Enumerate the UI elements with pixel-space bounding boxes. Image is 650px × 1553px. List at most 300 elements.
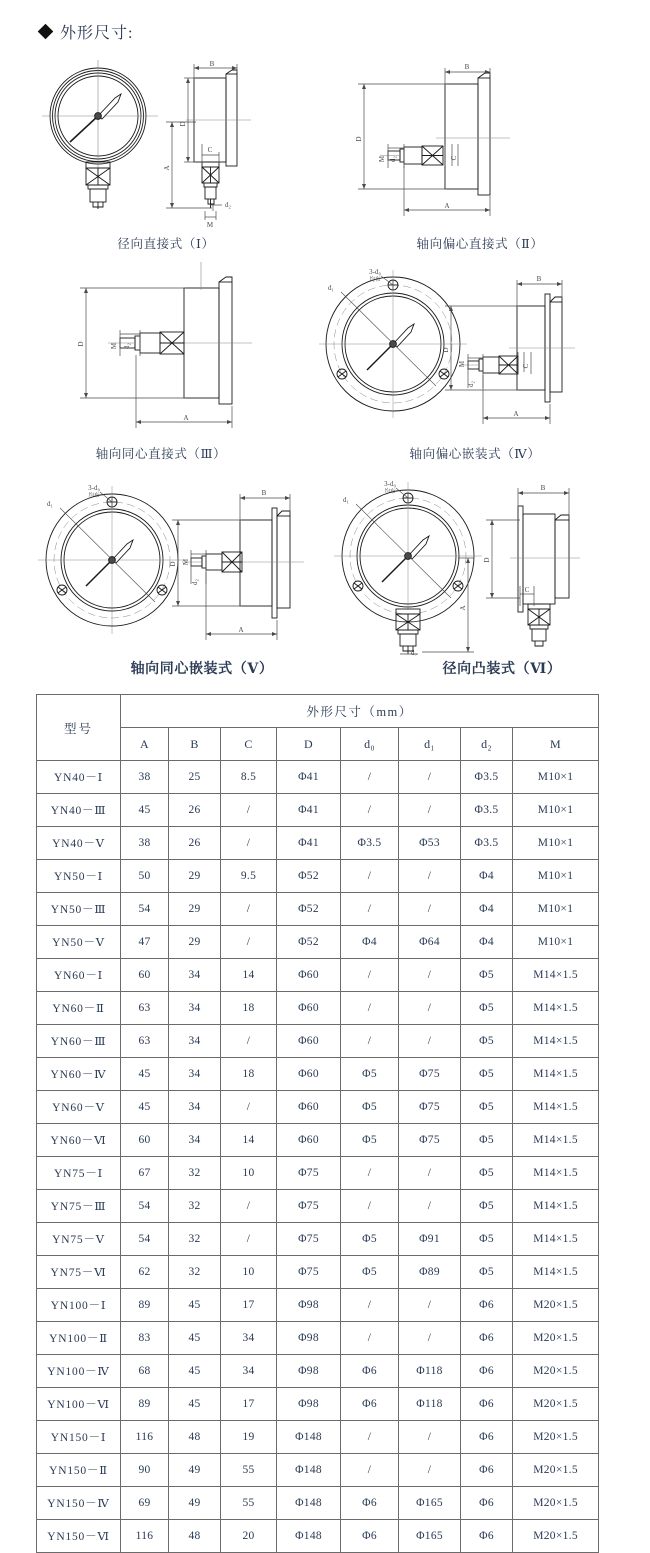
figure-caption-2: 轴向偏心直接式（Ⅱ） xyxy=(416,237,544,251)
cell-m: M14×1.5 xyxy=(513,992,599,1025)
cell-d: Φ60 xyxy=(277,1091,341,1124)
cell-d1: Φ118 xyxy=(399,1388,461,1421)
svg-text:M: M xyxy=(182,558,190,566)
cell-d1: / xyxy=(399,1322,461,1355)
cell-d1: / xyxy=(399,893,461,926)
cell-d0: / xyxy=(341,992,399,1025)
dimension-table-container xyxy=(36,694,598,1553)
table-row xyxy=(37,1322,599,1355)
cell-d0: Φ4 xyxy=(341,926,399,959)
cell-a: 38 xyxy=(121,761,169,794)
cell-d1: Φ75 xyxy=(399,1124,461,1157)
cell-a: 47 xyxy=(121,926,169,959)
figure-caption-4: 轴向偏心嵌装式（Ⅳ） xyxy=(409,447,541,461)
cell-model: YN150－Ⅵ xyxy=(37,1520,121,1553)
table-row xyxy=(37,827,599,860)
cell-d: Φ98 xyxy=(277,1388,341,1421)
cell-a: 116 xyxy=(121,1421,169,1454)
cell-d2: Φ5 xyxy=(461,1124,513,1157)
svg-text:D: D xyxy=(442,347,450,353)
svg-text:均布: 均布 xyxy=(384,489,396,495)
cell-d1: / xyxy=(399,1454,461,1487)
cell-d: Φ52 xyxy=(277,893,341,926)
cell-b: 34 xyxy=(169,1091,221,1124)
table-row xyxy=(37,860,599,893)
cell-d: Φ52 xyxy=(277,860,341,893)
table-row xyxy=(37,1025,599,1058)
cell-c: 19 xyxy=(221,1421,277,1454)
cell-m: M10×1 xyxy=(513,827,599,860)
cell-c: 20 xyxy=(221,1520,277,1553)
cell-b: 49 xyxy=(169,1454,221,1487)
cell-d2: Φ6 xyxy=(461,1289,513,1322)
cell-d2: Φ6 xyxy=(461,1520,513,1553)
cell-d1: Φ53 xyxy=(399,827,461,860)
cell-d2: Φ3.5 xyxy=(461,827,513,860)
cell-c: 55 xyxy=(221,1487,277,1520)
cell-a: 60 xyxy=(121,1124,169,1157)
cell-a: 68 xyxy=(121,1355,169,1388)
cell-b: 48 xyxy=(169,1421,221,1454)
cell-c: 17 xyxy=(221,1388,277,1421)
figure-caption-3: 轴向同心直接式（Ⅲ） xyxy=(95,447,227,461)
cell-d1: Φ91 xyxy=(399,1223,461,1256)
svg-text:d₂: d₂ xyxy=(389,156,397,162)
cell-d2: Φ5 xyxy=(461,1190,513,1223)
table-row xyxy=(37,1289,599,1322)
cell-model: YN75－Ⅲ xyxy=(37,1190,121,1223)
cell-m: M14×1.5 xyxy=(513,1025,599,1058)
cell-d: Φ60 xyxy=(277,1058,341,1091)
table-row xyxy=(37,1421,599,1454)
table-row xyxy=(37,1388,599,1421)
svg-text:A: A xyxy=(238,626,244,634)
cell-d2: Φ4 xyxy=(461,893,513,926)
cell-a: 69 xyxy=(121,1487,169,1520)
cell-m: M10×1 xyxy=(513,860,599,893)
cell-m: M20×1.5 xyxy=(513,1355,599,1388)
svg-text:C: C xyxy=(524,586,530,594)
cell-d2: Φ4 xyxy=(461,926,513,959)
cell-a: 45 xyxy=(121,1091,169,1124)
cell-d: Φ41 xyxy=(277,761,341,794)
cell-b: 32 xyxy=(169,1223,221,1256)
table-body xyxy=(37,761,599,1553)
cell-c: 17 xyxy=(221,1289,277,1322)
cell-d2: Φ6 xyxy=(461,1388,513,1421)
dimension-table xyxy=(36,694,599,1553)
cell-d: Φ148 xyxy=(277,1487,341,1520)
cell-d1: Φ165 xyxy=(399,1520,461,1553)
cell-model: YN60－Ⅰ xyxy=(37,959,121,992)
cell-m: M14×1.5 xyxy=(513,1190,599,1223)
column-header-dimensions: 外形尺寸（mm） xyxy=(121,695,599,728)
cell-model: YN100－Ⅱ xyxy=(37,1322,121,1355)
svg-text:d₁: d₁ xyxy=(47,500,53,508)
cell-model: YN40－Ⅴ xyxy=(37,827,121,860)
table-row xyxy=(37,1157,599,1190)
cell-model: YN150－Ⅰ xyxy=(37,1421,121,1454)
svg-text:D: D xyxy=(77,341,85,347)
cell-m: M10×1 xyxy=(513,926,599,959)
cell-d0: / xyxy=(341,959,399,992)
cell-model: YN60－Ⅴ xyxy=(37,1091,121,1124)
cell-d: Φ98 xyxy=(277,1289,341,1322)
cell-d1: / xyxy=(399,1421,461,1454)
cell-c: / xyxy=(221,926,277,959)
cell-b: 26 xyxy=(169,827,221,860)
cell-c: / xyxy=(221,1190,277,1223)
cell-d1: Φ64 xyxy=(399,926,461,959)
cell-d0: Φ5 xyxy=(341,1223,399,1256)
cell-d1: / xyxy=(399,794,461,827)
svg-text:d₂: d₂ xyxy=(225,201,231,209)
svg-text:D: D xyxy=(179,121,187,127)
cell-b: 29 xyxy=(169,926,221,959)
cell-d2: Φ5 xyxy=(461,992,513,1025)
cell-model: YN60－Ⅲ xyxy=(37,1025,121,1058)
cell-d2: Φ5 xyxy=(461,959,513,992)
cell-model: YN50－Ⅴ xyxy=(37,926,121,959)
svg-text:B: B xyxy=(261,489,267,497)
cell-d0: Φ5 xyxy=(341,1124,399,1157)
table-row xyxy=(37,1520,599,1553)
figures-area xyxy=(0,48,650,684)
cell-b: 34 xyxy=(169,1025,221,1058)
cell-d0: Φ5 xyxy=(341,1256,399,1289)
cell-d0: / xyxy=(341,1157,399,1190)
cell-d: Φ148 xyxy=(277,1520,341,1553)
svg-text:M: M xyxy=(378,155,386,163)
cell-d0: Φ6 xyxy=(341,1487,399,1520)
cell-d1: Φ75 xyxy=(399,1058,461,1091)
table-row xyxy=(37,1454,599,1487)
column-header-a: A xyxy=(121,728,169,761)
cell-b: 48 xyxy=(169,1520,221,1553)
svg-text:M: M xyxy=(110,342,118,350)
cell-c: 34 xyxy=(221,1322,277,1355)
cell-a: 89 xyxy=(121,1289,169,1322)
svg-text:3-d₀: 3-d₀ xyxy=(384,480,396,488)
cell-d0: / xyxy=(341,1190,399,1223)
svg-text:B: B xyxy=(536,275,542,283)
cell-m: M10×1 xyxy=(513,761,599,794)
cell-m: M14×1.5 xyxy=(513,959,599,992)
cell-d1: / xyxy=(399,1190,461,1223)
cell-a: 54 xyxy=(121,1223,169,1256)
cell-d: Φ148 xyxy=(277,1421,341,1454)
cell-c: 10 xyxy=(221,1256,277,1289)
cell-m: M14×1.5 xyxy=(513,1058,599,1091)
cell-d1: / xyxy=(399,992,461,1025)
cell-d: Φ60 xyxy=(277,1025,341,1058)
figure-caption-6: 径向凸装式（Ⅵ） xyxy=(442,662,562,677)
cell-d0: Φ5 xyxy=(341,1091,399,1124)
cell-m: M20×1.5 xyxy=(513,1388,599,1421)
svg-text:d₁: d₁ xyxy=(343,496,349,504)
cell-d1: / xyxy=(399,761,461,794)
svg-text:B: B xyxy=(540,484,546,492)
cell-a: 116 xyxy=(121,1520,169,1553)
cell-c: 10 xyxy=(221,1157,277,1190)
cell-model: YN100－Ⅰ xyxy=(37,1289,121,1322)
cell-m: M10×1 xyxy=(513,794,599,827)
svg-text:C: C xyxy=(522,363,530,369)
cell-d1: / xyxy=(399,1025,461,1058)
cell-d2: Φ6 xyxy=(461,1355,513,1388)
svg-text:A: A xyxy=(183,414,189,422)
cell-m: M14×1.5 xyxy=(513,1256,599,1289)
cell-d: Φ98 xyxy=(277,1355,341,1388)
figure-axial-concentric-direct xyxy=(56,260,306,461)
cell-b: 32 xyxy=(169,1157,221,1190)
table-header-row-2 xyxy=(37,728,599,761)
svg-text:M: M xyxy=(206,221,214,229)
cell-c: / xyxy=(221,827,277,860)
cell-a: 67 xyxy=(121,1157,169,1190)
cell-b: 45 xyxy=(169,1388,221,1421)
cell-m: M10×1 xyxy=(513,893,599,926)
column-header-d1: d₁ xyxy=(399,728,461,761)
cell-a: 45 xyxy=(121,794,169,827)
cell-b: 45 xyxy=(169,1289,221,1322)
cell-d0: / xyxy=(341,893,399,926)
cell-a: 45 xyxy=(121,1058,169,1091)
figure-axial-concentric-flush xyxy=(22,476,332,677)
cell-m: M20×1.5 xyxy=(513,1454,599,1487)
cell-b: 45 xyxy=(169,1355,221,1388)
column-header-d0: d₀ xyxy=(341,728,399,761)
cell-model: YN75－Ⅰ xyxy=(37,1157,121,1190)
figure-axial-eccentric-direct xyxy=(340,56,620,251)
cell-b: 34 xyxy=(169,959,221,992)
cell-m: M20×1.5 xyxy=(513,1421,599,1454)
svg-text:均布: 均布 xyxy=(88,493,100,499)
cell-d: Φ60 xyxy=(277,959,341,992)
cell-d0: Φ5 xyxy=(341,1058,399,1091)
cell-d: Φ148 xyxy=(277,1454,341,1487)
cell-c: 9.5 xyxy=(221,860,277,893)
cell-a: 50 xyxy=(121,860,169,893)
svg-text:d₁: d₁ xyxy=(328,284,334,292)
cell-d2: Φ3.5 xyxy=(461,761,513,794)
cell-d0: Φ6 xyxy=(341,1355,399,1388)
figure-caption-5: 轴向同心嵌装式（Ⅴ） xyxy=(130,662,274,677)
cell-m: M14×1.5 xyxy=(513,1157,599,1190)
cell-d2: Φ5 xyxy=(461,1091,513,1124)
table-header xyxy=(37,695,599,761)
svg-text:3-d₀: 3-d₀ xyxy=(88,484,100,492)
cell-d0: / xyxy=(341,1421,399,1454)
cell-m: M20×1.5 xyxy=(513,1322,599,1355)
table-row xyxy=(37,1223,599,1256)
cell-model: YN60－Ⅳ xyxy=(37,1058,121,1091)
svg-text:D: D xyxy=(483,557,491,563)
cell-d0: Φ6 xyxy=(341,1388,399,1421)
cell-d0: / xyxy=(341,1322,399,1355)
cell-d1: Φ118 xyxy=(399,1355,461,1388)
cell-model: YN150－Ⅱ xyxy=(37,1454,121,1487)
svg-text:M: M xyxy=(458,360,466,368)
cell-d2: Φ6 xyxy=(461,1421,513,1454)
cell-d0: / xyxy=(341,1025,399,1058)
cell-d: Φ52 xyxy=(277,926,341,959)
cell-b: 49 xyxy=(169,1487,221,1520)
figure-caption-1: 径向直接式（Ⅰ） xyxy=(117,237,215,251)
cell-d2: Φ5 xyxy=(461,1157,513,1190)
cell-model: YN150－Ⅳ xyxy=(37,1487,121,1520)
table-row xyxy=(37,1124,599,1157)
cell-c: 14 xyxy=(221,959,277,992)
cell-a: 54 xyxy=(121,1190,169,1223)
cell-c: 14 xyxy=(221,1124,277,1157)
svg-text:B: B xyxy=(209,60,215,68)
column-header-m: M xyxy=(513,728,599,761)
figure-radial-surface-mount xyxy=(322,476,642,677)
cell-model: YN50－Ⅰ xyxy=(37,860,121,893)
table-row xyxy=(37,893,599,926)
cell-a: 90 xyxy=(121,1454,169,1487)
cell-c: / xyxy=(221,1223,277,1256)
cell-m: M14×1.5 xyxy=(513,1091,599,1124)
svg-text:d₂: d₂ xyxy=(191,579,199,585)
cell-d: Φ75 xyxy=(277,1157,341,1190)
cell-d0: / xyxy=(341,860,399,893)
cell-model: YN100－Ⅵ xyxy=(37,1388,121,1421)
table-row xyxy=(37,761,599,794)
cell-c: / xyxy=(221,1025,277,1058)
cell-d1: Φ89 xyxy=(399,1256,461,1289)
table-row xyxy=(37,1058,599,1091)
cell-d1: Φ75 xyxy=(399,1091,461,1124)
cell-m: M14×1.5 xyxy=(513,1223,599,1256)
cell-b: 29 xyxy=(169,860,221,893)
cell-d1: Φ165 xyxy=(399,1487,461,1520)
cell-b: 26 xyxy=(169,794,221,827)
cell-model: YN40－Ⅰ xyxy=(37,761,121,794)
cell-c: / xyxy=(221,794,277,827)
cell-d2: Φ6 xyxy=(461,1322,513,1355)
cell-d: Φ75 xyxy=(277,1190,341,1223)
cell-d2: Φ5 xyxy=(461,1256,513,1289)
table-row xyxy=(37,1487,599,1520)
cell-d0: Φ3.5 xyxy=(341,827,399,860)
cell-d0: / xyxy=(341,1454,399,1487)
table-row xyxy=(37,992,599,1025)
column-header-b: B xyxy=(169,728,221,761)
table-row xyxy=(37,1256,599,1289)
table-row xyxy=(37,1190,599,1223)
cell-d1: / xyxy=(399,1289,461,1322)
cell-d2: Φ5 xyxy=(461,1058,513,1091)
figure-axial-eccentric-flush xyxy=(305,264,645,461)
svg-text:A: A xyxy=(163,165,171,171)
table-header-row-1 xyxy=(37,695,599,728)
cell-a: 63 xyxy=(121,992,169,1025)
cell-c: / xyxy=(221,893,277,926)
cell-c: / xyxy=(221,1091,277,1124)
cell-b: 32 xyxy=(169,1256,221,1289)
svg-text:B: B xyxy=(464,63,470,71)
cell-d1: / xyxy=(399,1157,461,1190)
cell-model: YN75－Ⅵ xyxy=(37,1256,121,1289)
cell-c: 8.5 xyxy=(221,761,277,794)
cell-b: 45 xyxy=(169,1322,221,1355)
cell-d0: / xyxy=(341,794,399,827)
svg-text:d₂: d₂ xyxy=(123,343,131,349)
cell-model: YN60－Ⅱ xyxy=(37,992,121,1025)
cell-b: 29 xyxy=(169,893,221,926)
cell-c: 18 xyxy=(221,1058,277,1091)
svg-text:d₂: d₂ xyxy=(467,381,475,387)
cell-d: Φ60 xyxy=(277,1124,341,1157)
cell-d: Φ60 xyxy=(277,992,341,1025)
cell-m: M20×1.5 xyxy=(513,1289,599,1322)
cell-d0: Φ6 xyxy=(341,1520,399,1553)
cell-a: 62 xyxy=(121,1256,169,1289)
svg-text:A: A xyxy=(459,605,467,611)
column-header-model: 型号 xyxy=(37,695,121,761)
cell-d0: / xyxy=(341,761,399,794)
cell-model: YN100－Ⅳ xyxy=(37,1355,121,1388)
cell-c: 34 xyxy=(221,1355,277,1388)
cell-a: 63 xyxy=(121,1025,169,1058)
cell-b: 32 xyxy=(169,1190,221,1223)
table-row xyxy=(37,1091,599,1124)
cell-model: YN40－Ⅲ xyxy=(37,794,121,827)
svg-text:d₂: d₂ xyxy=(411,649,417,656)
cell-model: YN60－Ⅵ xyxy=(37,1124,121,1157)
cell-model: YN50－Ⅲ xyxy=(37,893,121,926)
diamond-bullet-icon xyxy=(38,24,54,40)
svg-text:D: D xyxy=(169,561,177,567)
cell-d: Φ75 xyxy=(277,1223,341,1256)
cell-m: M14×1.5 xyxy=(513,1124,599,1157)
cell-b: 34 xyxy=(169,1058,221,1091)
cell-d: Φ41 xyxy=(277,794,341,827)
cell-d: Φ75 xyxy=(277,1256,341,1289)
cell-d2: Φ5 xyxy=(461,1025,513,1058)
cell-b: 34 xyxy=(169,1124,221,1157)
cell-d1: / xyxy=(399,860,461,893)
cell-model: YN75－Ⅴ xyxy=(37,1223,121,1256)
cell-d2: Φ5 xyxy=(461,1223,513,1256)
svg-text:A: A xyxy=(513,410,519,418)
column-header-d: D xyxy=(277,728,341,761)
cell-a: 38 xyxy=(121,827,169,860)
page-header xyxy=(40,20,133,43)
table-row xyxy=(37,794,599,827)
cell-c: 18 xyxy=(221,992,277,1025)
svg-text:C: C xyxy=(207,146,213,154)
cell-d2: Φ3.5 xyxy=(461,794,513,827)
table-row xyxy=(37,1355,599,1388)
cell-c: 55 xyxy=(221,1454,277,1487)
cell-d2: Φ6 xyxy=(461,1487,513,1520)
svg-text:3-d₀: 3-d₀ xyxy=(369,268,381,276)
svg-text:均布: 均布 xyxy=(369,277,381,283)
cell-m: M20×1.5 xyxy=(513,1520,599,1553)
cell-d: Φ98 xyxy=(277,1322,341,1355)
cell-d1: / xyxy=(399,959,461,992)
cell-d0: / xyxy=(341,1289,399,1322)
cell-b: 25 xyxy=(169,761,221,794)
svg-text:C: C xyxy=(450,155,458,161)
cell-a: 89 xyxy=(121,1388,169,1421)
svg-text:D: D xyxy=(355,136,363,142)
table-row xyxy=(37,959,599,992)
column-header-d2: d₂ xyxy=(461,728,513,761)
